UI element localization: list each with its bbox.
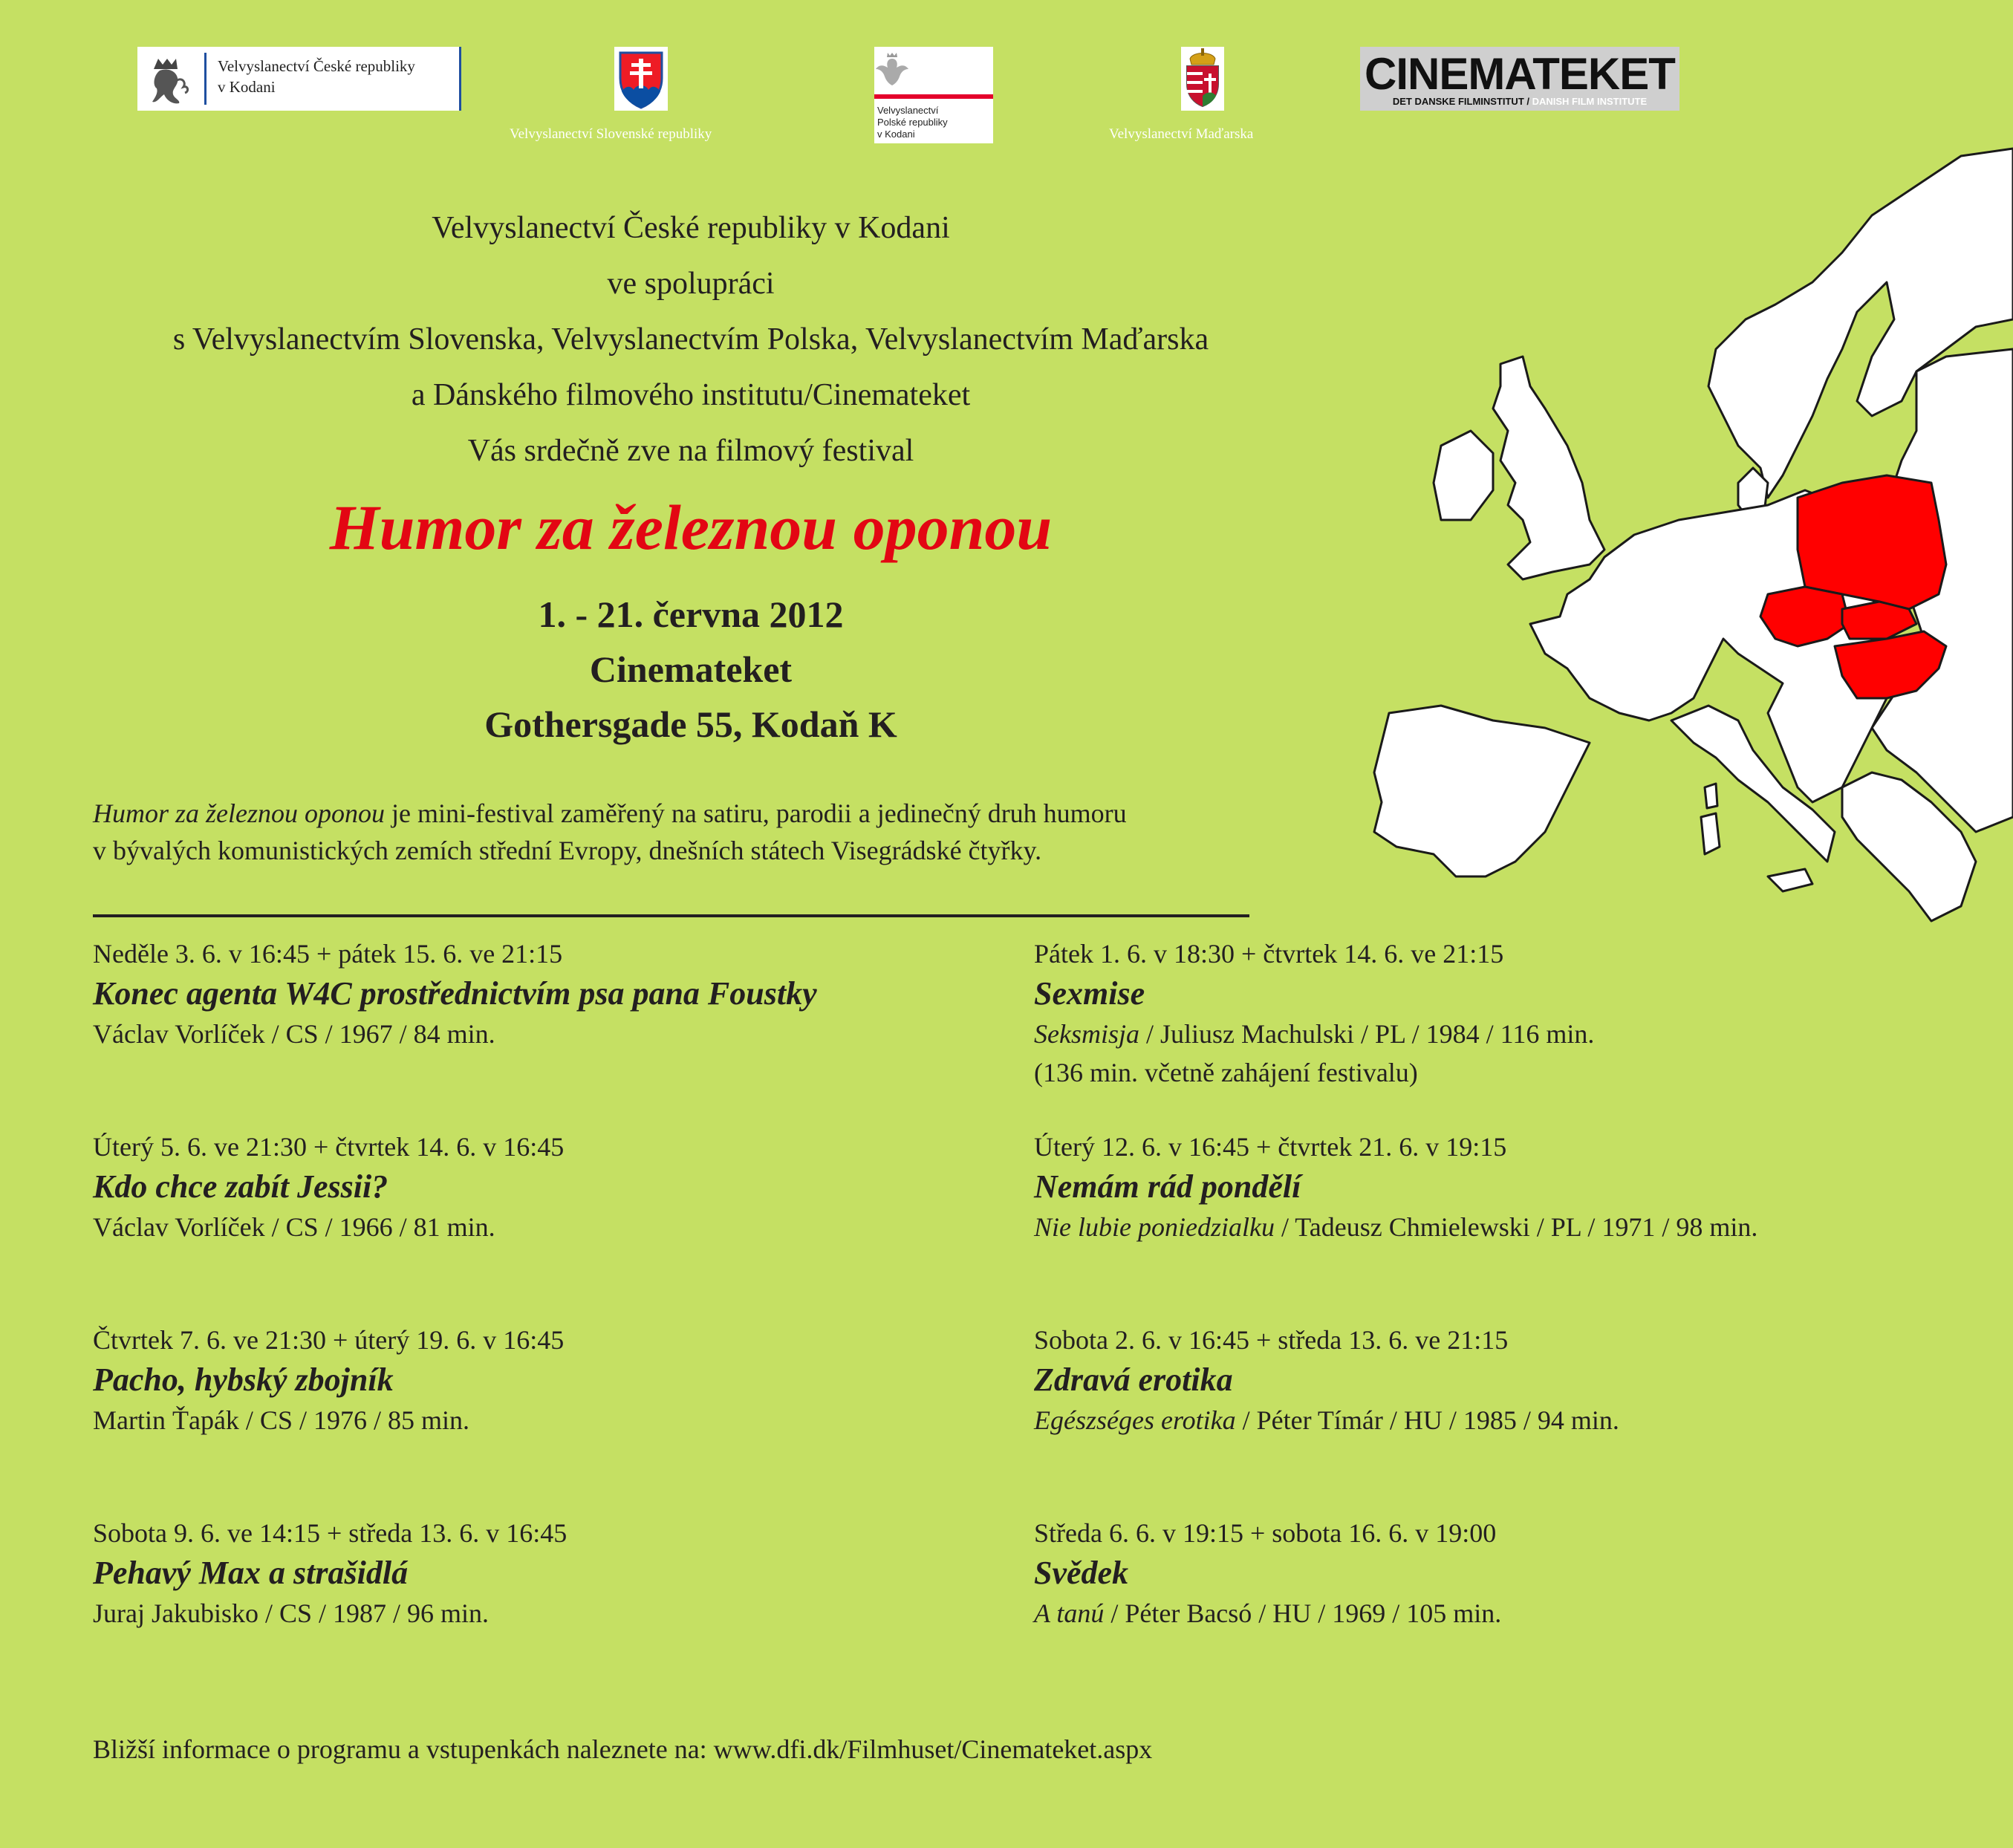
sardinia-shape: [1701, 813, 1720, 854]
section-divider: [93, 914, 1249, 917]
event-address: Gothersgade 55, Kodaň K: [484, 703, 897, 745]
logo-divider: [204, 53, 206, 105]
film-original-title: Nie lubie poniedzialku: [1034, 1212, 1275, 1242]
film-title: Pehavý Max a strašidlá: [93, 1555, 409, 1591]
film-meta: [1034, 1594, 1851, 1633]
ireland-shape: [1434, 431, 1493, 520]
event-info: [93, 587, 1289, 752]
film-entry: [1034, 1514, 1851, 1633]
film-meta: Václav Vorlíček / CS / 1967 / 84 min.: [93, 1019, 495, 1049]
czech-embassy-logo: [137, 47, 461, 111]
description-text-a: je mini-festival zaměřený na satiru, parodii a jedinečný druh humoru: [385, 798, 1127, 828]
film-entry: [1034, 1128, 1851, 1246]
slovak-crest: [614, 47, 668, 111]
film-meta: [1034, 1401, 1851, 1439]
film-original-title: Seksmisja: [1034, 1019, 1139, 1049]
film-entry: [93, 1128, 910, 1246]
film-title: Zdravá erotika: [1034, 1361, 1233, 1398]
intro-line1: Velvyslanectví České republiky v Kodani: [432, 211, 950, 245]
film-title: Pacho, hybský zbojník: [93, 1361, 394, 1398]
film-meta: [1034, 1208, 1851, 1246]
film-entry: [93, 1321, 910, 1439]
film-dates: Středa 6. 6. v 19:15 + sobota 16. 6. v 19:00: [1034, 1518, 1497, 1548]
sicily-shape: [1768, 869, 1812, 891]
film-dates: Pátek 1. 6. v 18:30 + čtvrtek 14. 6. ve 21:15: [1034, 939, 1504, 969]
film-title: Konec agenta W4C prostřednictvím psa pana Foustky: [93, 975, 817, 1012]
film-credits: / Péter Tímár / HU / 1985 / 94 min.: [1235, 1405, 1619, 1435]
czech-embassy-text: [218, 56, 415, 97]
description-line1: [93, 795, 1341, 832]
film-entry: [93, 1514, 910, 1633]
cinemateket-title: CINEMATEKET: [1365, 49, 1675, 99]
film-original-title: Egészséges erotika: [1034, 1405, 1236, 1435]
europe-map: [1322, 134, 2013, 951]
hungarian-embassy-caption: Velvyslanectví Maďarska: [1109, 126, 1254, 142]
film-credits: / Juliusz Machulski / PL / 1984 / 116 min.: [1139, 1019, 1595, 1049]
festival-title: Humor za železnou oponou: [329, 492, 1053, 563]
film-original-title: A tanú: [1034, 1598, 1105, 1628]
film-dates: Sobota 9. 6. ve 14:15 + středa 13. 6. v 16:45: [93, 1518, 568, 1548]
slovak-coat-of-arms-icon: [614, 47, 668, 111]
slovak-embassy-caption: Velvyslanectví Slovenské republiky: [510, 126, 712, 142]
film-note: (136 min. včetně zahájení festivalu): [1034, 1058, 1418, 1087]
film-dates: Úterý 12. 6. v 16:45 + čtvrtek 21. 6. v 19:15: [1034, 1132, 1507, 1162]
description-line2: v bývalých komunistických zemích střední Evropy, dnešních státech Visegrádské čtyřky.: [93, 836, 1042, 865]
polish-eagle-icon: [874, 48, 910, 87]
film-dates: Sobota 2. 6. v 16:45 + středa 13. 6. ve 21:15: [1034, 1325, 1509, 1355]
film-title: Nemám rád pondělí: [1034, 1168, 1301, 1205]
film-title: Kdo chce zabít Jessii?: [93, 1168, 388, 1205]
invitation-intro: [93, 201, 1289, 479]
polish-line2: Polské republiky: [877, 117, 948, 128]
great-britain-shape: [1493, 357, 1604, 579]
polish-red-stripe: [874, 94, 993, 99]
film-dates: Čtvrtek 7. 6. ve 21:30 + úterý 19. 6. v 16:45: [93, 1325, 565, 1355]
cinemateket-sub-a: DET DANSKE FILMINSTITUT /: [1392, 96, 1532, 107]
film-entry: [1034, 1321, 1851, 1439]
polish-embassy-text: [877, 105, 948, 140]
film-meta: Juraj Jakubisko / CS / 1987 / 96 min.: [93, 1598, 490, 1628]
polish-line3: v Kodani: [877, 128, 915, 140]
polish-embassy-logo: [874, 47, 993, 143]
cinemateket-subtitle: [1360, 96, 1679, 107]
polish-line1: Velvyslanectví: [877, 105, 939, 116]
event-venue: Cinemateket: [589, 648, 793, 690]
corsica-shape: [1705, 784, 1717, 808]
description-italic-lead: Humor za železnou oponou: [93, 798, 385, 828]
film-title: Svědek: [1034, 1555, 1129, 1591]
iberia-shape: [1374, 706, 1590, 876]
film-entry: [1034, 934, 1851, 1092]
film-meta: Martin Ťapák / CS / 1976 / 85 min.: [93, 1405, 469, 1435]
cinemateket-logo: [1360, 47, 1679, 111]
film-dates: Neděle 3. 6. v 16:45 + pátek 15. 6. ve 21:15: [93, 939, 563, 969]
film-entry: [93, 934, 910, 1053]
czech-lion-icon: [143, 51, 194, 106]
hungarian-coat-of-arms-icon: [1181, 47, 1224, 111]
czech-embassy-line2: v Kodani: [218, 78, 276, 96]
event-dates: 1. - 21. června 2012: [538, 593, 844, 635]
hungarian-crest: [1181, 47, 1224, 111]
film-credits: / Péter Bacsó / HU / 1969 / 105 min.: [1104, 1598, 1502, 1628]
intro-line5: Vás srdečně zve na filmový festival: [467, 434, 914, 468]
intro-line2: ve spolupráci: [607, 267, 775, 301]
intro-line4: a Dánského filmového institutu/Cinemateket: [411, 378, 971, 412]
film-credits: / Tadeusz Chmielewski / PL / 1971 / 98 min.: [1274, 1212, 1758, 1242]
film-dates: Úterý 5. 6. ve 21:30 + čtvrtek 14. 6. v 16:45: [93, 1132, 565, 1162]
slovakia-shape: [1842, 602, 1916, 639]
footer-info: Bližší informace o programu a vstupenkách naleznete na: www.dfi.dk/Filmhuset/Cinemateket.aspx: [93, 1734, 1153, 1764]
film-meta: Václav Vorlíček / CS / 1966 / 81 min.: [93, 1212, 495, 1242]
czech-embassy-line1: Velvyslanectví České republiky: [218, 57, 415, 75]
festival-description: [93, 795, 1341, 869]
intro-line3: s Velvyslanectvím Slovenska, Velvyslanectvím Polska, Velvyslanectvím Maďarska: [172, 322, 1209, 357]
film-meta: [1034, 1015, 1851, 1053]
cinemateket-sub-b: DANISH FILM INSTITUTE: [1532, 96, 1648, 107]
film-title: Sexmise: [1034, 975, 1145, 1012]
